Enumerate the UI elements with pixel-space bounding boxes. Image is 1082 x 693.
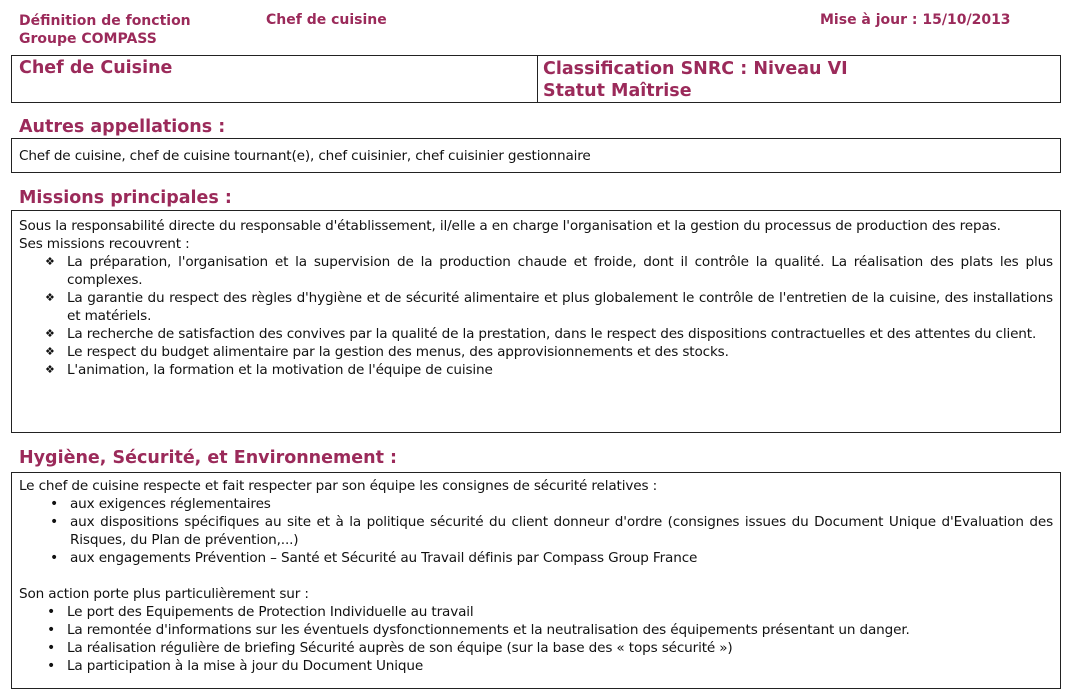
hse-list-2 [19,603,1053,675]
job-title: Chef de Cuisine [12,56,538,102]
doc-type: Définition de fonction [19,13,191,29]
list-item [47,657,1053,675]
list-item-text: La préparation, l'organisation et la supervision de la production chaude et froide, dont il contrôle la qualité. La réalisation des plats les plus complexes. [67,254,1053,288]
list-item-text: La garantie du respect des règles d'hygiène et de sécurité alimentaire et plus globalement le contrôle de l'entretien de la cuisine, des installations et matériels. [67,290,1053,324]
missions-heading: Missions principales : [19,188,232,208]
list-item-text: La recherche de satisfaction des convives par la qualité de la prestation, dans le respect des dispositions contractuelles et des attentes du client. [67,326,1037,342]
bullet-icon: • [50,496,59,512]
statut: Statut Maîtrise [543,81,692,101]
list-item [45,325,1053,343]
list-item [47,603,1053,621]
hse-intro2: Son action porte plus particulièrement sur : [19,586,309,602]
list-item [50,549,1053,567]
list-item [45,289,1053,325]
bullet-icon: • [47,604,56,620]
list-item-text: La remontée d'informations sur les éventuels dysfonctionnements et la neutralisation des équipements présentant un danger. [67,622,910,638]
list-item-text: La réalisation régulière de briefing Sécurité auprès de son équipe (sur la base des « tops sécurité ») [67,640,733,656]
list-item [47,621,1053,639]
bullet-icon: • [47,622,56,638]
list-item-text: La participation à la mise à jour du Document Unique [67,658,424,674]
bullet-icon: • [47,640,56,656]
missions-list [19,253,1053,379]
classification: Classification SNRC : Niveau VI [543,59,848,79]
bullet-icon: ❖ [45,291,55,304]
header-left [19,12,191,48]
list-item [45,361,1053,379]
missions-intro: Sous la responsabilité directe du responsable d'établissement, il/elle a en charge l'organisation et la gestion du processus de production des repas. [19,218,1001,234]
bullet-icon: • [47,658,56,674]
hse-box [11,472,1061,689]
update-date: Mise à jour : 15/10/2013 [820,12,1011,28]
bullet-icon: • [50,514,59,530]
list-item-text: Le respect du budget alimentaire par la gestion des menus, des approvisionnements et des stocks. [67,344,729,360]
bullet-icon: ❖ [45,327,55,340]
list-item [50,495,1053,513]
list-item-text: aux exigences réglementaires [70,496,271,512]
hse-intro: Le chef de cuisine respecte et fait respecter par son équipe les consignes de sécurité relatives : [19,478,658,494]
bullet-icon: • [50,550,59,566]
header-center: Chef de cuisine [266,12,387,28]
autres-text: Chef de cuisine, chef de cuisine tournant(e), chef cuisinier, chef cuisinier gestionnaire [11,138,1061,173]
bullet-icon: ❖ [45,255,55,268]
list-item [45,343,1053,361]
list-item-text: aux dispositions spécifiques au site et à la politique sécurité du client donneur d'ordre (consignes issues du Document Unique d'Evaluation des Risques, du Plan de prévention,...) [70,514,1053,548]
list-item-text: aux engagements Prévention – Santé et Sécurité au Travail définis par Compass Group France [70,550,698,566]
list-item-text: L'animation, la formation et la motivation de l'équipe de cuisine [67,362,493,378]
bullet-icon: ❖ [45,363,55,376]
missions-box [11,210,1061,433]
bullet-icon: ❖ [45,345,55,358]
hse-list-1 [19,495,1053,567]
missions-intro2: Ses missions recouvrent : [19,236,190,252]
company: Groupe COMPASS [19,31,157,47]
list-item [45,253,1053,289]
list-item [50,513,1053,549]
autres-heading: Autres appellations : [19,117,226,137]
hse-heading: Hygiène, Sécurité, et Environnement : [19,448,398,468]
title-box [11,55,1061,103]
list-item-text: Le port des Equipements de Protection Individuelle au travail [67,604,474,620]
list-item [47,639,1053,657]
